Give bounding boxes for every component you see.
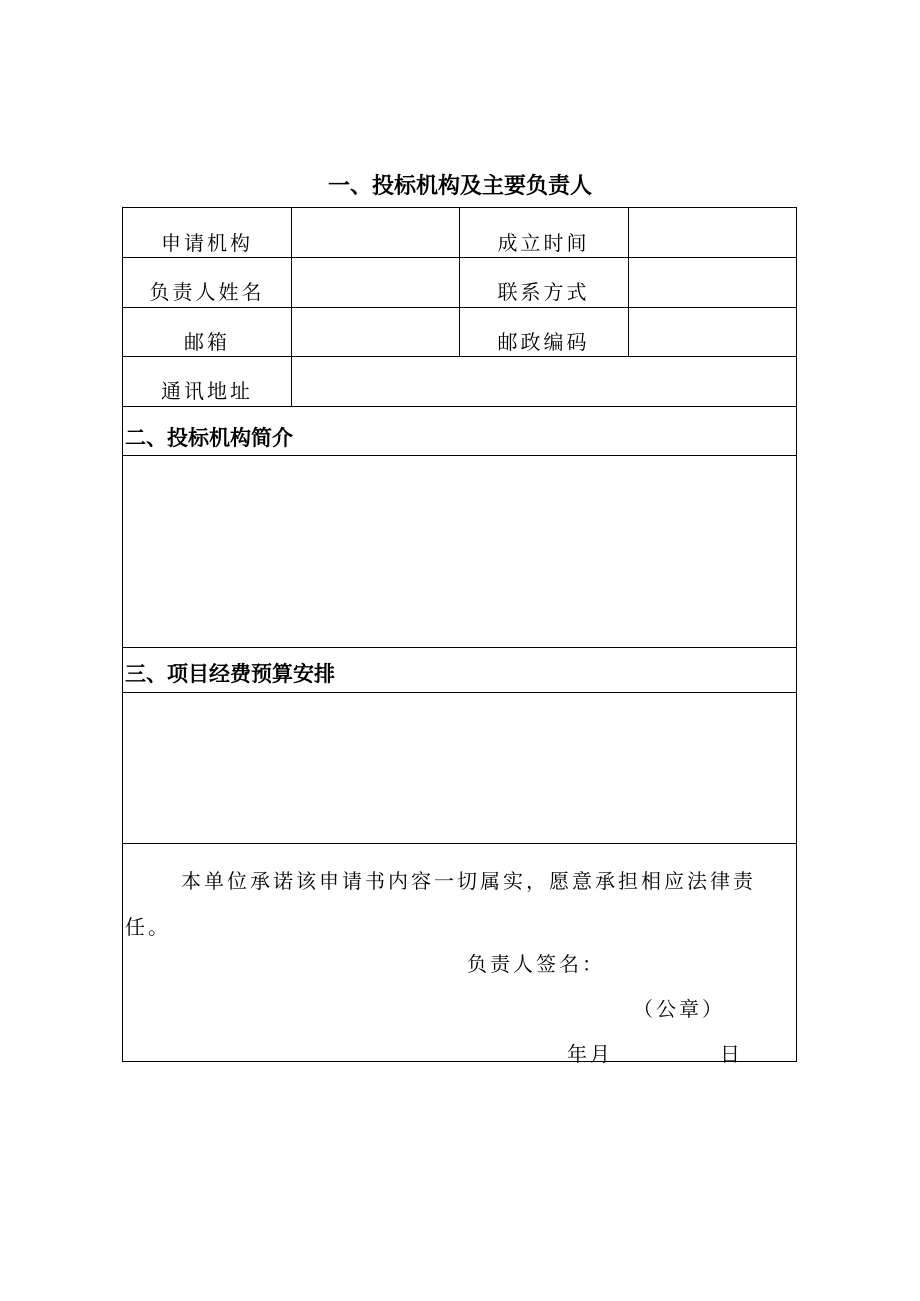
address-field[interactable]	[292, 357, 795, 405]
row-divider	[123, 647, 796, 648]
section-intro-content[interactable]	[124, 456, 795, 646]
signature-label: 负责人签名：	[467, 952, 605, 976]
page-title: 一、投标机构及主要负责人	[327, 174, 592, 199]
application-form	[122, 207, 797, 1066]
row-divider	[123, 843, 796, 844]
person-name-field[interactable]	[292, 258, 458, 306]
email-field[interactable]	[292, 308, 458, 355]
established-label: 成立时间	[497, 231, 590, 255]
section-budget-heading: 三、项目经费预算安排	[125, 662, 335, 686]
postcode-label: 邮政编码	[497, 330, 590, 354]
section-budget-content[interactable]	[124, 693, 795, 842]
postcode-field[interactable]	[629, 308, 795, 355]
commitment-statement: 本单位承诺该申请书内容一切属实，愿意承担相应法律责任。	[125, 869, 756, 939]
applicant-org-label: 申请机构	[161, 231, 253, 255]
address-label: 通讯地址	[161, 379, 253, 403]
section-intro-heading: 二、投标机构简介	[125, 426, 293, 450]
contact-field[interactable]	[629, 258, 795, 306]
established-field[interactable]	[629, 209, 795, 256]
applicant-org-field[interactable]	[292, 209, 458, 256]
row-divider	[123, 406, 796, 407]
date-year-month: 年月	[567, 1042, 613, 1066]
contact-label: 联系方式	[497, 280, 590, 304]
person-name-label: 负责人姓名	[149, 280, 265, 304]
seal-label: （公章）	[633, 997, 725, 1021]
email-label: 邮箱	[184, 330, 230, 354]
date-day: 日	[720, 1042, 743, 1066]
